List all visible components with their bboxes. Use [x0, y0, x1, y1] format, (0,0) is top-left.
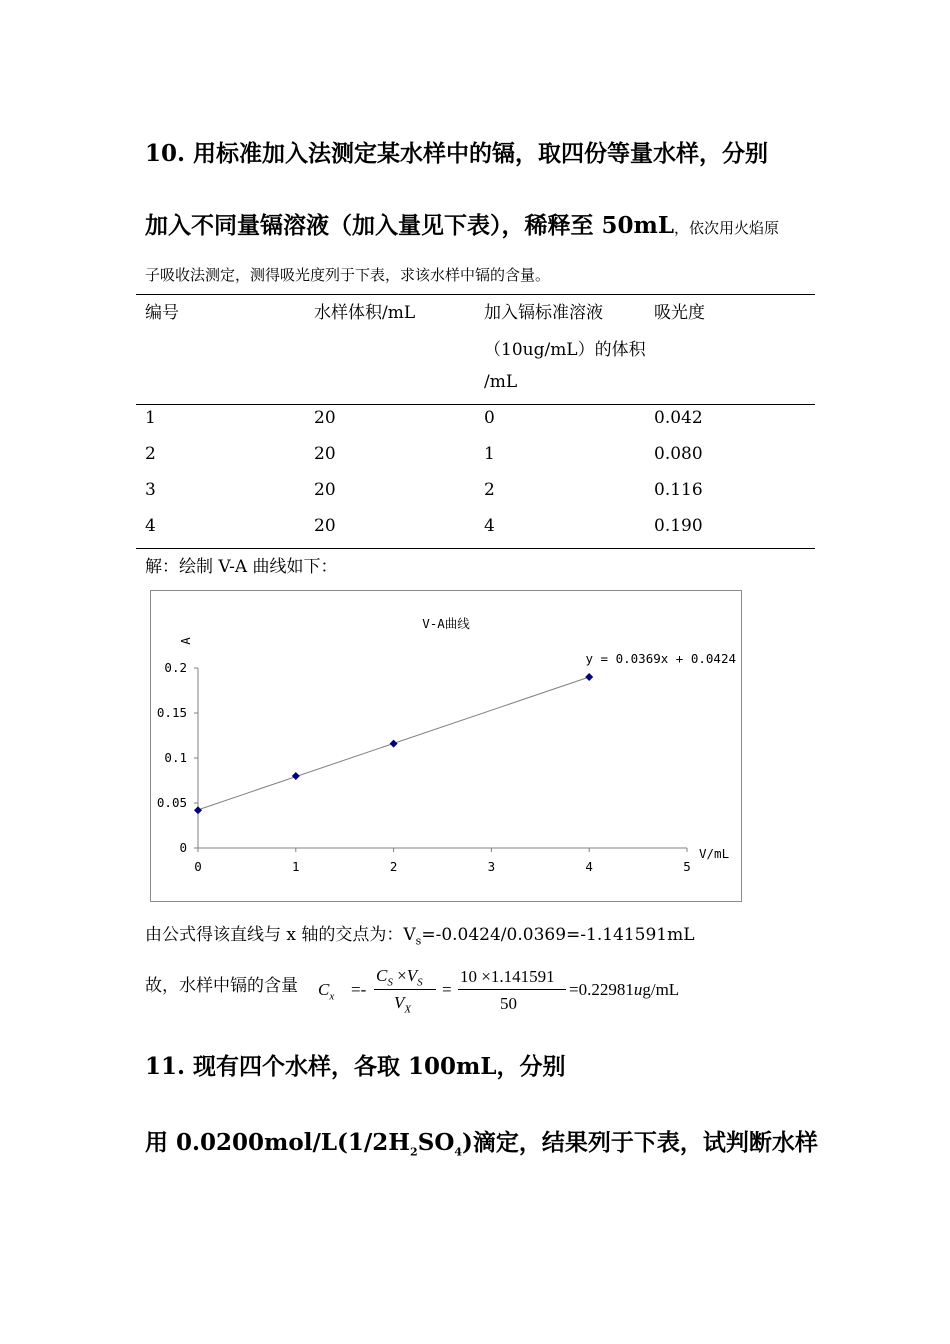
table-header-3: 加入镉标准溶液: [484, 303, 603, 323]
cell-added: 0: [484, 408, 495, 428]
q10-line3: 子吸收法测定，测得吸光度列于下表，求该水样中镉的含量。: [145, 266, 551, 284]
data-point: [194, 806, 202, 814]
cell-volume: 20: [314, 480, 336, 500]
intersection-text: [145, 920, 695, 947]
y-tick-label: 0.15: [156, 705, 187, 720]
q11-line2-b: SO: [417, 1129, 455, 1156]
cell-absorbance: 0.080: [654, 444, 703, 464]
cell-volume: 20: [314, 444, 336, 464]
x-tick-label: 1: [292, 859, 300, 874]
formula-unit: g/mL: [642, 980, 680, 999]
y-tick-label: 0.1: [164, 750, 187, 765]
q11-line1: 11. 现有四个水样，各取 100mL，分别: [145, 1053, 566, 1080]
cell-absorbance: 0.116: [654, 480, 703, 500]
formula-cx-c: C: [318, 980, 330, 999]
formula-eq2: =: [442, 980, 452, 999]
formula-den2: 50: [500, 994, 517, 1013]
q10-line2-main: 加入不同量镉溶液（加入量见下表），稀释至 50mL: [145, 212, 675, 239]
intersection-prefix: 由公式得该直线与 x 轴的交点为：V: [145, 925, 416, 945]
cell-volume: 20: [314, 408, 336, 428]
table-bottom-rule: [136, 548, 815, 549]
formula-result: [569, 980, 679, 1000]
cell-id: 1: [145, 408, 156, 428]
formula-den1-sub: X: [404, 1003, 412, 1016]
y-tick-label: 0: [179, 840, 187, 855]
x-tick-label: 3: [487, 859, 496, 874]
x-axis-label: V/mL: [699, 846, 730, 861]
formula-num1-v: V: [406, 966, 418, 985]
va-chart: [151, 591, 741, 901]
y-axis-label: A: [178, 637, 193, 645]
va-chart-frame: [150, 590, 742, 902]
cell-volume: 20: [314, 516, 336, 536]
x-tick-label: 5: [683, 859, 691, 874]
cell-id: 2: [145, 444, 156, 464]
formula-fraction-bar-1: [374, 989, 436, 990]
data-point: [292, 772, 300, 780]
table-header-1: 编号: [145, 303, 179, 323]
data-point: [390, 740, 398, 748]
x-tick-label: 0: [194, 859, 202, 874]
x-tick-label: 4: [585, 859, 593, 874]
formula-result-value: =0.22981: [569, 980, 634, 999]
formula-num1-c-sub: S: [387, 976, 393, 989]
q10-line1: 10. 用标准加入法测定某水样中的镉，取四份等量水样，分别: [145, 140, 769, 167]
y-tick-label: 0.05: [156, 795, 187, 810]
cell-added: 2: [484, 480, 495, 500]
formula-num2: 10 ×1.141591: [460, 967, 555, 986]
formula-fraction-bar-2: [458, 989, 566, 990]
chart-title: V-A曲线: [422, 616, 470, 631]
cell-id: 3: [145, 480, 156, 500]
q10-line2: [145, 207, 779, 240]
intersection-suffix: =-0.0424/0.0369=-1.141591mL: [421, 925, 695, 945]
cell-id: 4: [145, 516, 156, 536]
data-point: [585, 673, 593, 681]
table-header-3-line3: /mL: [484, 372, 518, 392]
formula-num1-v-sub: S: [417, 976, 423, 989]
formula-cx-sub: x: [329, 990, 335, 1003]
formula-num1: [376, 966, 423, 988]
table-header-2: 水样体积/mL: [314, 303, 416, 323]
q10-line2-small: ，依次用火焰原: [674, 219, 780, 237]
cell-absorbance: 0.190: [654, 516, 703, 536]
trendline-equation: y = 0.0369x + 0.0424: [585, 651, 736, 666]
table-top-rule: [136, 294, 815, 295]
formula-den1-v: V: [394, 993, 405, 1012]
cell-absorbance: 0.042: [654, 408, 703, 428]
formula-cx: [318, 980, 334, 1002]
q11-line2-c: )滴定，结果列于下表，试判断水样: [462, 1129, 818, 1156]
x-tick-label: 2: [389, 859, 398, 874]
y-tick-label: 0.2: [164, 660, 187, 675]
q11-line2-sub2: 4: [454, 1145, 463, 1159]
content-prefix: 故，水样中镉的含量: [145, 976, 298, 996]
intersection-sub: s: [415, 934, 422, 948]
formula-eq1: =-: [351, 980, 367, 999]
formula-num1-c: C: [376, 966, 388, 985]
q11-line2-a: 用 0.0200mol/L(1/2H: [145, 1129, 411, 1156]
table-header-4: 吸光度: [654, 303, 705, 323]
formula-mu: u: [633, 980, 643, 999]
table-header-3-line2: （10ug/mL）的体积: [484, 340, 646, 360]
formula-den1: [394, 993, 411, 1015]
q11-line2-sub1: 2: [410, 1145, 418, 1159]
q11-line2: [145, 1124, 818, 1159]
cell-added: 1: [484, 444, 495, 464]
formula-num1-op: ×: [392, 966, 407, 985]
solution-intro: 解：绘制 V-A 曲线如下：: [145, 557, 338, 577]
table-header-rule: [136, 404, 815, 405]
cell-added: 4: [484, 516, 495, 536]
